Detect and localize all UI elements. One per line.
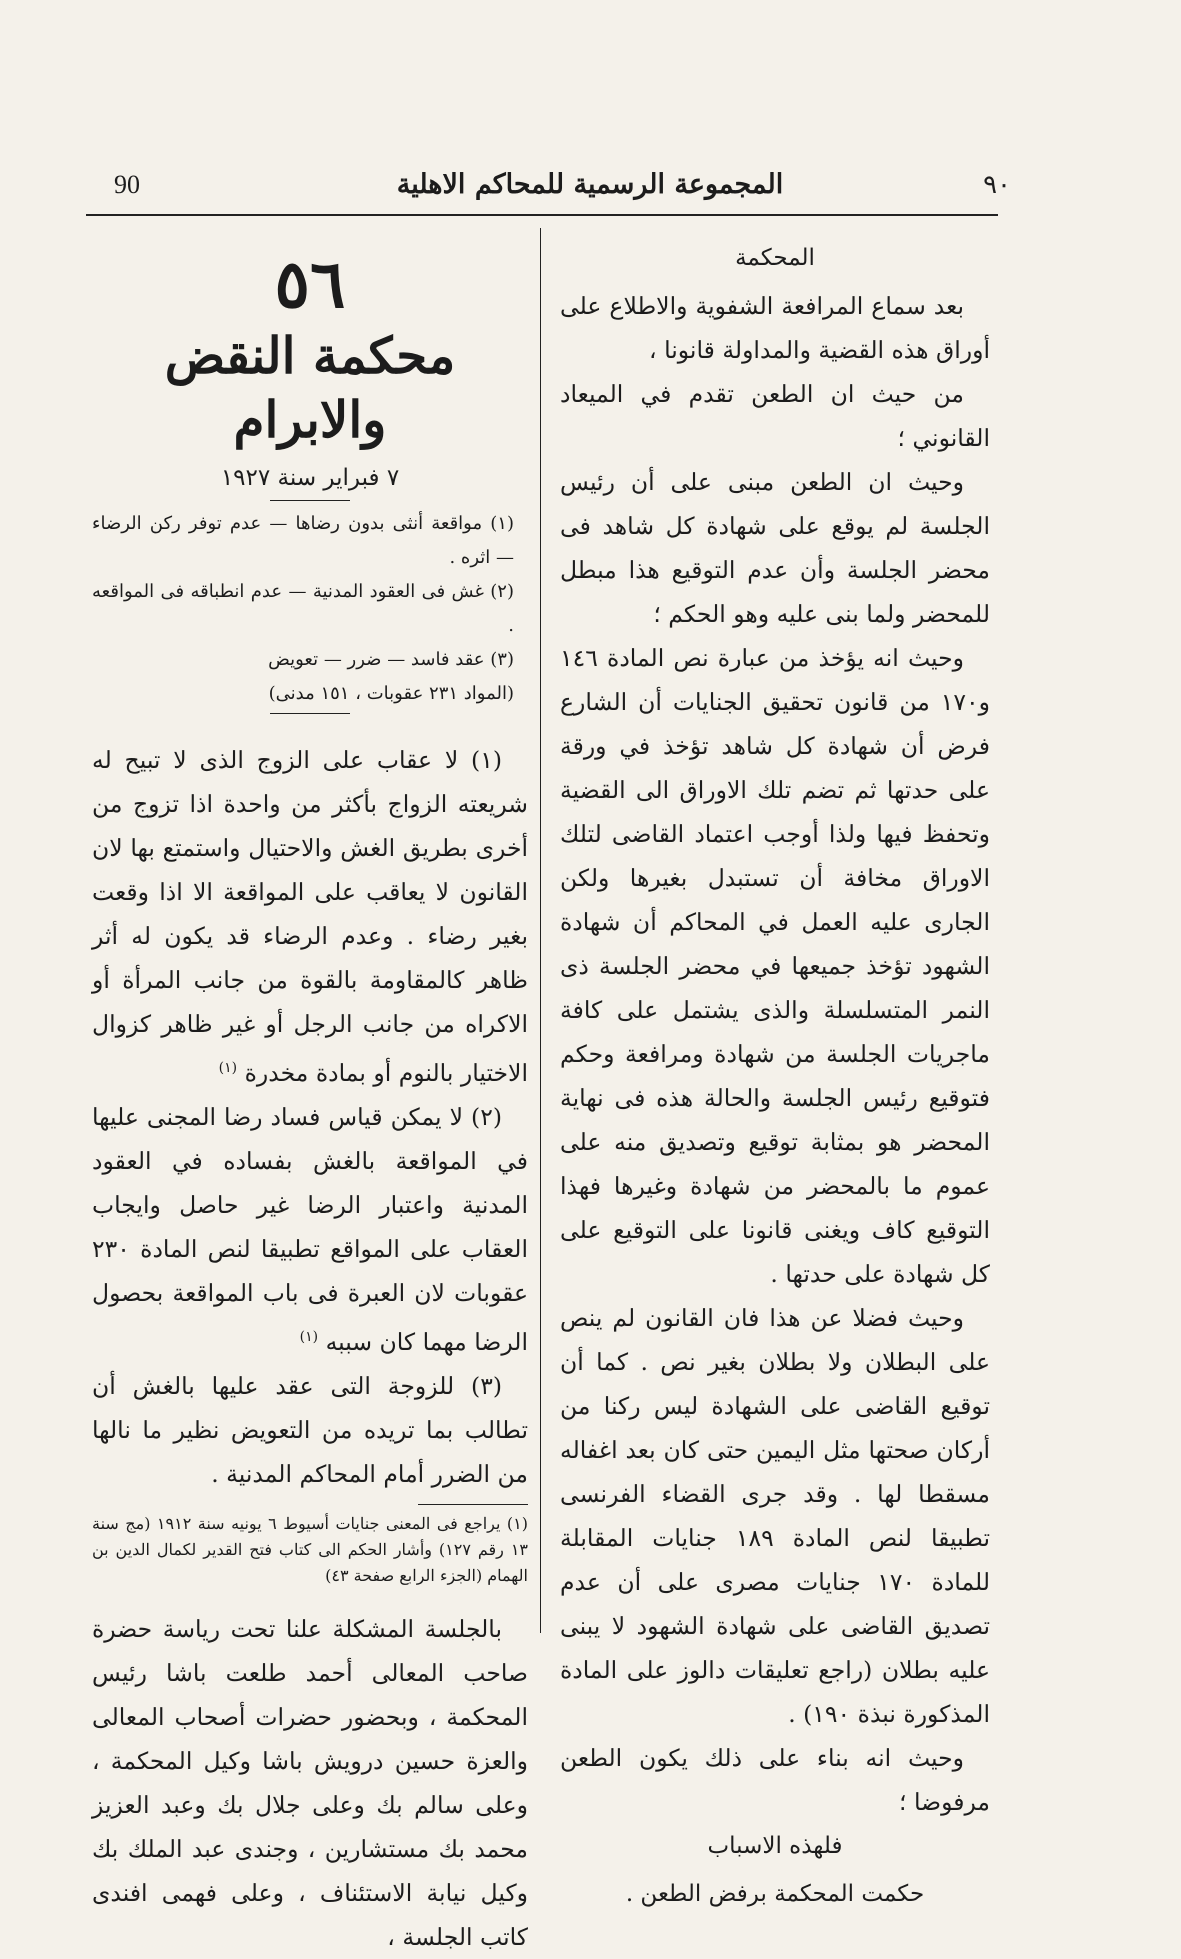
judgment-paragraph: من حيث ان الطعن تقدم في الميعاد القانوني ؛ (560, 380, 990, 452)
running-title: المجموعة الرسمية للمحاكم الاهلية (396, 169, 784, 200)
footnote-ref: (١) (299, 1328, 319, 1345)
judgment-paragraph: وحيث انه بناء على ذلك يكون الطعن مرفوضا ؛ (560, 1744, 990, 1816)
principle-text: (٢) لا يمكن قياس فساد رضا المجنى عليها في المواقعة بالغش بفساده في العقود المدنية واعتبار الرضا غير حاصل وايجاب العقاب على المواقع تطبيقا لنص المادة ٢٣٠ عقوبات لان العبرة فى باب المواقعة بحصول الرضا مهما كان سببه (92, 1102, 528, 1356)
headnote-articles: (المواد ٢٣١ عقوبات ، ١٥١ مدنى) (268, 683, 514, 704)
principle-paragraph (92, 1364, 528, 1496)
headnote: (٣) عقد فاسد — ضرر — تعويض (268, 649, 514, 670)
judgment-date: ٧ فبراير سنة ١٩٢٧ (220, 465, 400, 491)
column-divider (540, 228, 541, 1633)
page-number-left: 90 (114, 170, 140, 199)
date-rule (270, 500, 350, 501)
principle-paragraph (92, 738, 528, 1095)
header-rule (86, 214, 998, 216)
judgment-paragraph: وحيث ان الطعن مبنى على أن رئيس الجلسة لم يوقع على شهادة كل شاهد فى محضر الجلسة وأن عدم التوقيع هذا مبطل للمحضر ولما بنى عليه وهو الحكم ؛ (560, 468, 990, 628)
reasons-heading: فلهذه الاسباب (707, 1833, 843, 1859)
verdict: حكمت المحكمة برفض الطعن . (625, 1881, 925, 1907)
session-paragraph: بالجلسة المشكلة علنا تحت رياسة حضرة صاحب المعالى أحمد طلعت باشا رئيس المحكمة ، وبحضور حضرات أصحاب المعالى والعزة حسين درويش باشا وكيل المحكمة ، وعلى سالم بك وعلى جلال بك وعبد العزيز محمد بك مستشارين ، وجندى عبد الملك بك وكيل نيابة الاستئناف ، وعلى فهمى افندى كاتب الجلسة ، (92, 1614, 528, 1951)
page-number-right: ٩٠ (983, 170, 1011, 200)
footnote-ref: (١) (218, 1060, 238, 1076)
court-title: محكمة النقض والابرام (164, 326, 456, 449)
headnote: (١) مواقعة أنثى بدون رضاها — عدم توفر ركن الرضاء — اثره . (92, 513, 514, 568)
footnote-rule (418, 1504, 528, 1505)
judgment-paragraph: وحيث فضلا عن هذا فان القانون لم ينص على البطلان ولا بطلان بغير نص . كما أن توقيع القاضى على الشهادة ليس ركنا من أركان صحتها مثل اليمين حتى كان بعد اغفاله مسقطا لها . وقد جرى القضاء الفرنسى تطبيقا لنص المادة ١٨٩ جنايات المقابلة للمادة ١٧٠ جنايات مصرى على أن عدم تصديق القاضى على شهادة الشهود لا يبنى عليه بطلان (راجع تعليقات دالوز على المادة المذكورة نبذة ١٩٠) . (560, 1304, 990, 1728)
case-number: ٥٦ (274, 245, 346, 323)
headnote-rule (270, 713, 350, 714)
footnote: (١) يراجع فى المعنى جنايات أسيوط ٦ يونيه سنة ١٩١٢ (مج سنة ١٣ رقم ١٢٧) وأشار الحكم الى كتاب فتح القدير لكمال الدين بن الهمام (الجزء الرابع صفحة ٤٣) (92, 1513, 529, 1585)
left-column (92, 240, 528, 1959)
principle-text: (١) لا عقاب على الزوج الذى لا تبيح له شريعته الزواج بأكثر من واحدة اذا تزوج من أخرى بطريق الغش والاحتيال واستمتع بها لان القانون لا يعاقب على المواقعة الا اذا وقعت بغير رضاء . وعدم الرضاء قد يكون له أثر ظاهر كالمقاومة بالقوة من جانب المرأة أو الاكراه من جانب الرجل أو غير ظاهر كزوال الاختيار بالنوم أو بمادة مخدرة (92, 746, 528, 1087)
principle-paragraph (92, 1095, 528, 1364)
headnote: (٢) غش فى العقود المدنية — عدم انطباقه فى المواقعه . (92, 581, 514, 636)
right-column (560, 236, 990, 1920)
court-heading: المحكمة (735, 245, 815, 271)
judgment-paragraph: بعد سماع المرافعة الشفوية والاطلاع على أوراق هذه القضية والمداولة قانونا ، (560, 292, 990, 364)
judgment-paragraph: وحيث انه يؤخذ من عبارة نص المادة ١٤٦ و١٧٠ من قانون تحقيق الجنايات أن الشارع فرض أن شهادة كل شاهد تؤخذ في ورقة على حدتها ثم تضم تلك الاوراق الى القضية وتحفظ فيها ولذا أوجب اعتماد القاضى لتلك الاوراق مخافة أن تستبدل بغيرها ولكن الجارى عليه العمل في المحاكم أن شهادة الشهود تؤخذ جميعها في محضر الجلسة ذى النمر المتسلسلة والذى يشتمل على كافة ماجريات الجلسة من شهادة ومرافعة وحكم فتوقيع رئيس الجلسة والحالة هذه فى نهاية المحضر هو بمثابة توقيع وتصديق منه على عموم ما بالمحضر من شهادة وغيرها فهذا التوقيع كاف ويغنى قانونا على التوقيع على كل شهادة على حدتها . (560, 644, 990, 1288)
principle-text: (٣) للزوجة التى عقد عليها بالغش أن تطالب بما تريده من التعويض نظير ما نالها من الضرر أمام المحاكم المدنية . (92, 1371, 528, 1488)
